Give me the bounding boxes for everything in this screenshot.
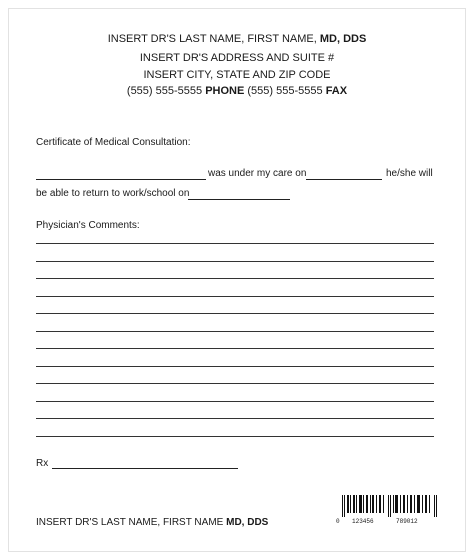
comment-line[interactable] <box>36 436 434 437</box>
rx-field[interactable] <box>52 468 238 469</box>
comment-line[interactable] <box>36 331 434 332</box>
return-label: be able to return to work/school on <box>36 188 190 199</box>
header-name-line <box>0 33 474 45</box>
comment-line[interactable] <box>36 401 434 402</box>
care-date-field[interactable] <box>306 179 382 180</box>
phone-label: PHONE <box>205 85 245 97</box>
patient-name-field[interactable] <box>36 179 206 180</box>
phone-number: (555) 555-5555 <box>126 85 203 97</box>
he-she-label: he/she will <box>386 168 433 179</box>
return-date-field[interactable] <box>188 199 290 200</box>
barcode-number-left: 0 <box>336 518 340 525</box>
header-city-state-zip: INSERT CITY, STATE AND ZIP CODE <box>143 69 331 81</box>
footer-doctor-degree: MD, DDS <box>226 517 269 528</box>
comment-line[interactable] <box>36 383 434 384</box>
doctor-degree: MD, DDS <box>319 33 367 45</box>
footer-doctor-name: INSERT DR'S LAST NAME, FIRST NAME <box>36 517 224 528</box>
comment-line[interactable] <box>36 313 434 314</box>
barcode-icon <box>342 495 438 517</box>
comment-line[interactable] <box>36 418 434 419</box>
barcode-number-right: 789012 <box>396 518 418 525</box>
comment-line[interactable] <box>36 278 434 279</box>
comments-label: Physician's Comments: <box>36 220 140 231</box>
fax-label: FAX <box>325 85 348 97</box>
comment-line[interactable] <box>36 348 434 349</box>
comment-line[interactable] <box>36 296 434 297</box>
comment-line[interactable] <box>36 261 434 262</box>
under-care-label: was under my care on <box>208 168 307 179</box>
barcode-number-middle: 123456 <box>352 518 374 525</box>
comment-line[interactable] <box>36 243 434 244</box>
header-address: INSERT DR'S ADDRESS AND SUITE # <box>139 52 335 64</box>
rx-label: Rx <box>36 458 49 469</box>
footer-signature-line <box>36 517 268 528</box>
fax-number: (555) 555-5555 <box>247 85 323 97</box>
header-phone-fax-line <box>0 85 474 97</box>
doctor-name: INSERT DR'S LAST NAME, FIRST NAME, <box>107 33 317 45</box>
comment-line[interactable] <box>36 366 434 367</box>
certificate-title: Certificate of Medical Consultation: <box>36 137 191 148</box>
